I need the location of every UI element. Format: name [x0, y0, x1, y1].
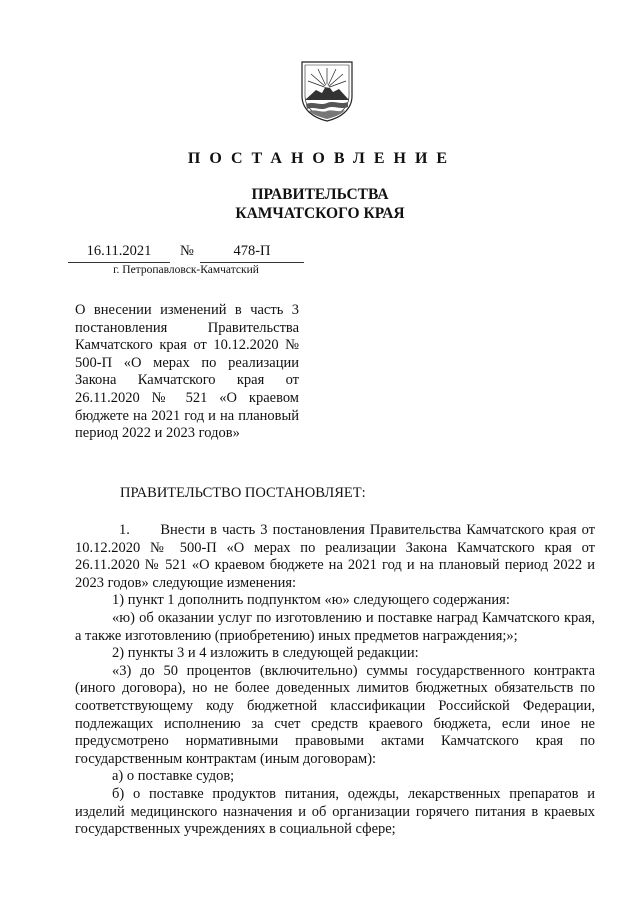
number-underline [200, 262, 304, 263]
document-date: 16.11.2021 [86, 243, 152, 259]
issuing-body-line-1: ПРАВИТЕЛЬСТВА [251, 186, 389, 203]
document-subject: О внесении изменений в часть 3 постановления Правительства Камчатского края от 10.12.2020 № 500-П «О мерах по реализации Закона Камчатского края от 26.11.2020 № 521 «О краевом бюджете на 2021 год и на плановый период 2022 и 2023 годов» [75, 302, 299, 442]
body-paragraph: «3) до 50 процентов (включительно) суммы государственного контракта (иного договора), но не более доведенных лимитов бюджетных обязательств по соответствующему коду бюджетной классификации Российской Федерации, подлежащих исполнению за счет средств краевого бюджета, если иное не предусмотрено нормативными правовыми актами Камчатского края по государственным контрактам (иным договорам): [75, 662, 595, 767]
body-paragraph: б) о поставке продуктов питания, одежды, лекарственных препаратов и изделий медицинского назначения и об организации горячего питания в краевых государственных учреждениях в социальной сфере; [75, 785, 595, 838]
body-paragraph: «ю) об оказании услуг по изготовлению и поставке наград Камчатского края, а также изготовлению (приобретению) иных предметов награждения;»; [75, 609, 595, 644]
issuing-body-line-2: КАМЧАТСКОГО КРАЯ [235, 205, 405, 222]
resolution-heading: ПРАВИТЕЛЬСТВО ПОСТАНОВЛЯЕТ: [120, 485, 366, 501]
document-body [75, 522, 595, 839]
document-title: ПОСТАНОВЛЕНИЕ [187, 150, 457, 167]
date-underline [68, 262, 170, 263]
body-paragraph: 2) пункты 3 и 4 изложить в следующей редакции: [112, 645, 419, 662]
place-of-issue: г. Петропавловск-Камчатский [113, 264, 259, 276]
body-paragraph: 1) пункт 1 дополнить подпунктом «ю» следующего содержания: [112, 592, 510, 609]
body-paragraph: а) о поставке судов; [112, 768, 235, 785]
document-number: 478-П [233, 243, 271, 259]
number-sign: № [180, 243, 194, 259]
body-paragraph: 1. Внести в часть 3 постановления Правительства Камчатского края от 10.12.2020 № 500-П «О мерах по реализации Закона Камчатского края от 26.11.2020 № 521 «О краевом бюджете на 2021 год и на плановый период 2022 и 2023 годов» следующие изменения: [75, 522, 595, 591]
kamchatka-coat-of-arms-icon [296, 60, 358, 122]
